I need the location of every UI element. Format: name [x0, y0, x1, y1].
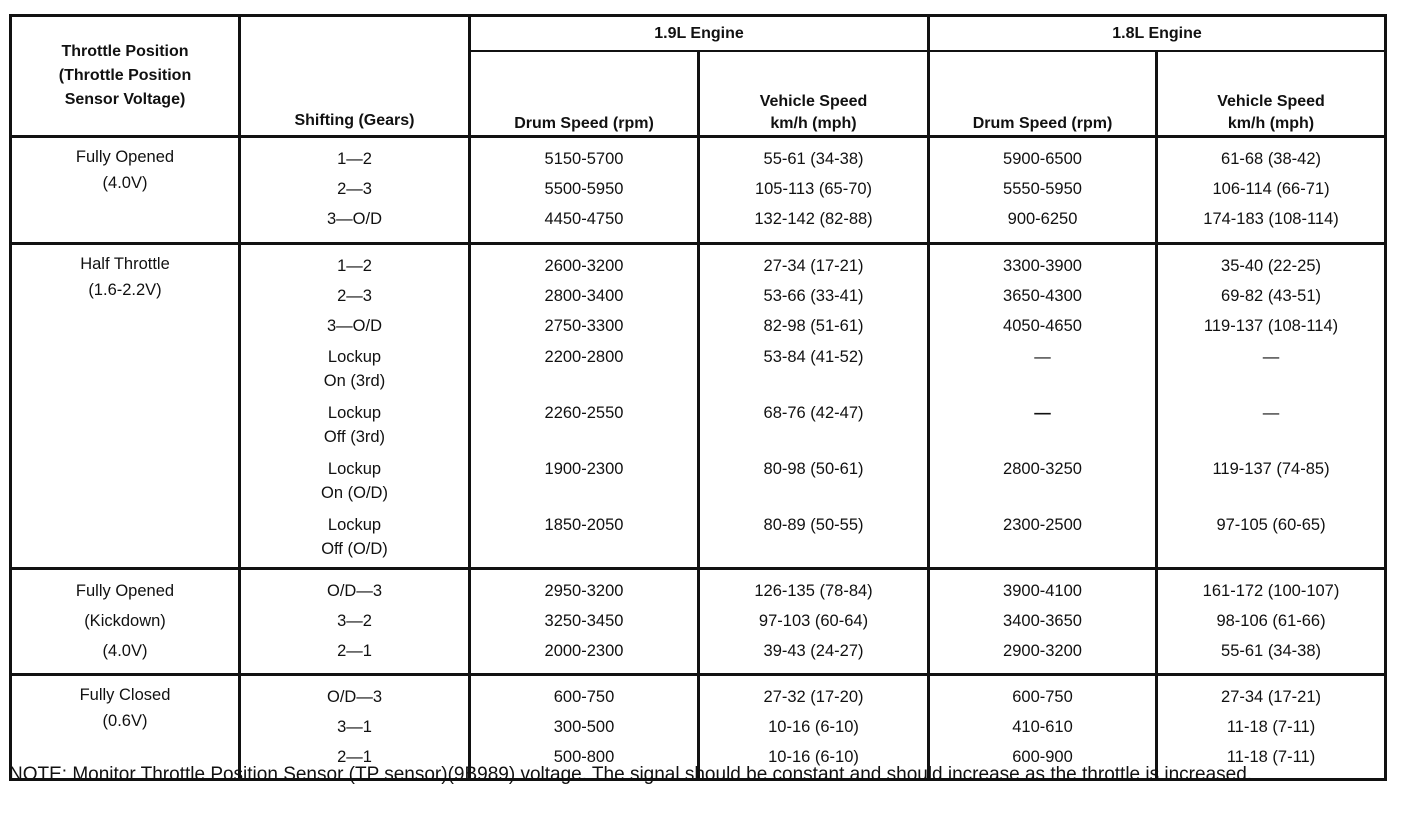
vehicle-speed-text: 68-76 (42-47) — [763, 404, 864, 422]
vehicle-speed-value: 69-82 (43-51) — [1221, 287, 1322, 305]
drum-speed-value: 3400-3650 — [1003, 612, 1082, 630]
drum-speed-text: 2260-2550 — [544, 404, 624, 422]
drum-speed-value: 500-800 — [553, 748, 615, 766]
header-throttle-line: (Throttle Position — [58, 67, 192, 84]
vehicle-speed-text: 53-84 (41-52) — [763, 348, 864, 366]
shift-value: 2—3 — [337, 287, 372, 305]
drum-speed-value: 600-750 — [1012, 688, 1073, 706]
drum-speed-value — [471, 341, 697, 397]
drum-speed-19-cell — [470, 569, 699, 675]
shift-cell — [240, 244, 470, 569]
vehicle-speed-value: 11-18 (7-11) — [1226, 718, 1316, 736]
header-throttle-line: Sensor Voltage) — [64, 91, 186, 108]
vehicle-speed-value: 98-106 (61-66) — [1216, 612, 1326, 630]
vehicle-speed-text: — — [1262, 348, 1280, 366]
shift-value: 2—1 — [337, 748, 372, 766]
drum-speed-value — [930, 397, 1155, 453]
drum-speed-value: 2900-3200 — [1003, 642, 1082, 660]
vehicle-speed-text: 80-98 (50-61) — [763, 460, 864, 478]
shift-value: 3—1 — [337, 718, 372, 736]
condition-line: Fully Opened — [75, 582, 175, 600]
header-drum-speed-19: Drum Speed (rpm) — [470, 51, 699, 137]
condition-line: (4.0V) — [102, 174, 148, 192]
shift-value: 3—2 — [337, 612, 372, 630]
drum-speed-value: 3900-4100 — [1003, 582, 1082, 600]
drum-speed-value: 2600-3200 — [544, 257, 624, 275]
drum-speed-value: 3650-4300 — [1003, 287, 1082, 305]
vehicle-speed-value — [1158, 397, 1384, 453]
shift-line: Off (3rd) — [323, 428, 386, 446]
shift-value — [241, 453, 468, 509]
vehicle-speed-value: 161-172 (100-107) — [1202, 582, 1340, 600]
header-vehicle-speed-unit: km/h (mph) — [770, 115, 857, 132]
drum-speed-value: 600-750 — [553, 688, 615, 706]
table-row — [11, 244, 1386, 569]
drum-speed-value: 2800-3400 — [544, 287, 624, 305]
header-row-engines — [11, 16, 1386, 52]
condition-line: (1.6-2.2V) — [88, 281, 162, 299]
group-fully-opened — [11, 137, 1386, 244]
drum-speed-18-cell — [929, 244, 1157, 569]
header-shifting — [240, 16, 470, 137]
vehicle-speed-value: 106-114 (66-71) — [1212, 180, 1330, 198]
vehicle-speed-value: 27-34 (17-21) — [1221, 688, 1322, 706]
shift-value: 3—O/D — [326, 210, 382, 228]
shift-line: Lockup — [327, 348, 382, 366]
vehicle-speed-value — [700, 453, 927, 509]
drum-speed-18-cell — [929, 569, 1157, 675]
drum-speed-19-cell — [470, 137, 699, 244]
drum-speed-value: 300-500 — [553, 718, 615, 736]
vehicle-speed-value — [700, 341, 927, 397]
shift-line: On (O/D) — [321, 484, 388, 502]
condition-line: (Kickdown) — [84, 612, 166, 630]
header-shifting-label: Shifting (Gears) — [294, 112, 415, 129]
drum-speed-text: — — [1034, 348, 1051, 366]
vehicle-speed-19-cell — [699, 244, 929, 569]
condition-line: Fully Closed — [79, 686, 171, 704]
drum-speed-value: 3250-3450 — [544, 612, 624, 630]
vehicle-speed-text: 119-137 (74-85) — [1212, 460, 1330, 478]
drum-speed-18-cell — [929, 137, 1157, 244]
vehicle-speed-value — [700, 509, 927, 565]
vehicle-speed-18-cell — [1157, 244, 1386, 569]
shift-value: 2—3 — [337, 180, 372, 198]
drum-speed-value: 5900-6500 — [1003, 150, 1082, 168]
drum-speed-value — [471, 397, 697, 453]
drum-speed-value: 5550-5950 — [1003, 180, 1082, 198]
vehicle-speed-value: 10-16 (6-10) — [768, 748, 859, 766]
drum-speed-value — [930, 509, 1155, 565]
vehicle-speed-value: 97-103 (60-64) — [758, 612, 869, 630]
vehicle-speed-value — [1158, 453, 1384, 509]
vehicle-speed-value: 126-135 (78-84) — [754, 582, 873, 600]
drum-speed-value — [930, 453, 1155, 509]
vehicle-speed-19-cell — [699, 137, 929, 244]
header-engine-18: 1.8L Engine — [929, 16, 1386, 52]
vehicle-speed-value — [1158, 341, 1384, 397]
shift-line: Lockup — [327, 516, 382, 534]
shift-value: 1—2 — [337, 257, 372, 275]
drum-speed-value — [930, 341, 1155, 397]
table-header — [11, 16, 1386, 137]
vehicle-speed-value: 27-32 (17-20) — [763, 688, 864, 706]
shift-line: Lockup — [327, 404, 382, 422]
shift-value: 1—2 — [337, 150, 372, 168]
shift-line: On (3rd) — [323, 372, 386, 390]
shift-value — [241, 397, 468, 453]
shift-line: Off (O/D) — [321, 540, 388, 558]
vehicle-speed-value: 119-137 (108-114) — [1203, 317, 1339, 335]
header-throttle-line: Throttle Position — [61, 43, 189, 60]
drum-speed-text: — — [1034, 404, 1051, 422]
table-row — [11, 569, 1386, 675]
vehicle-speed-value: 105-113 (65-70) — [754, 180, 873, 198]
shift-cell — [240, 137, 470, 244]
shift-value — [241, 341, 468, 397]
shift-value: O/D—3 — [326, 688, 382, 706]
header-vehicle-speed-line: Vehicle Speed — [759, 93, 868, 110]
header-vehicle-speed-18 — [1157, 51, 1386, 137]
vehicle-speed-value: 35-40 (22-25) — [1221, 257, 1322, 275]
drum-speed-value: 900-6250 — [1007, 210, 1078, 228]
drum-speed-value: 5150-5700 — [544, 150, 624, 168]
vehicle-speed-value: 39-43 (24-27) — [763, 642, 864, 660]
vehicle-speed-value: 174-183 (108-114) — [1203, 210, 1339, 228]
condition-line: Half Throttle — [80, 255, 170, 273]
header-vehicle-speed-line: Vehicle Speed — [1217, 93, 1325, 110]
vehicle-speed-18-cell — [1157, 569, 1386, 675]
vehicle-speed-value: 11-18 (7-11) — [1226, 748, 1316, 766]
drum-speed-value — [471, 509, 697, 565]
drum-speed-value: 5500-5950 — [544, 180, 624, 198]
drum-speed-text: 2300-2500 — [1003, 516, 1082, 534]
drum-speed-value: 3300-3900 — [1003, 257, 1082, 275]
drum-speed-value: 600-900 — [1012, 748, 1073, 766]
condition-line: Fully Opened — [75, 148, 175, 166]
header-vehicle-speed-19 — [699, 51, 929, 137]
shift-value: O/D—3 — [326, 582, 382, 600]
vehicle-speed-value — [700, 397, 927, 453]
footnote: NOTE: Monitor Throttle Position Sensor (TP sensor)(9B989) voltage. The signal should be constant and should increase as the throttle is increased. — [9, 764, 1253, 785]
drum-speed-value: 2000-2300 — [544, 642, 624, 660]
vehicle-speed-19-cell — [699, 569, 929, 675]
group-kickdown — [11, 569, 1386, 675]
header-throttle-position — [11, 16, 240, 137]
drum-speed-value: 2750-3300 — [544, 317, 624, 335]
group-half-throttle — [11, 244, 1386, 569]
vehicle-speed-text: 80-89 (50-55) — [763, 516, 864, 534]
vehicle-speed-value: 82-98 (51-61) — [763, 317, 864, 335]
drum-speed-value — [471, 453, 697, 509]
condition-cell — [11, 137, 240, 244]
drum-speed-text: 2200-2800 — [544, 348, 624, 366]
header-engine-19: 1.9L Engine — [470, 16, 929, 52]
shift-value: 2—1 — [337, 642, 372, 660]
shift-value: 3—O/D — [326, 317, 382, 335]
shift-line: Lockup — [327, 460, 382, 478]
drum-speed-value: 4450-4750 — [544, 210, 624, 228]
vehicle-speed-value: 53-66 (33-41) — [763, 287, 864, 305]
vehicle-speed-value: 61-68 (38-42) — [1221, 150, 1322, 168]
shift-speed-table — [9, 14, 1387, 781]
vehicle-speed-value — [1158, 509, 1384, 565]
vehicle-speed-value: 132-142 (82-88) — [754, 210, 873, 228]
drum-speed-text: 1850-2050 — [544, 516, 624, 534]
header-vehicle-speed-unit: km/h (mph) — [1227, 115, 1315, 132]
vehicle-speed-18-cell — [1157, 137, 1386, 244]
vehicle-speed-value: 55-61 (34-38) — [763, 150, 864, 168]
vehicle-speed-value: 27-34 (17-21) — [763, 257, 864, 275]
drum-speed-text: 2800-3250 — [1003, 460, 1082, 478]
vehicle-speed-value: 10-16 (6-10) — [768, 718, 859, 736]
shift-cell — [240, 569, 470, 675]
drum-speed-value: 4050-4650 — [1003, 317, 1082, 335]
vehicle-speed-text: 97-105 (60-65) — [1216, 516, 1326, 534]
condition-cell — [11, 569, 240, 675]
shift-value — [241, 509, 468, 565]
vehicle-speed-value: 55-61 (34-38) — [1221, 642, 1322, 660]
table-row — [11, 137, 1386, 244]
drum-speed-value: 2950-3200 — [544, 582, 624, 600]
condition-line: (4.0V) — [102, 642, 148, 660]
drum-speed-value: 410-610 — [1012, 718, 1073, 736]
header-drum-speed-18: Drum Speed (rpm) — [929, 51, 1157, 137]
drum-speed-19-cell — [470, 244, 699, 569]
vehicle-speed-text: — — [1262, 404, 1280, 422]
drum-speed-text: 1900-2300 — [544, 460, 624, 478]
condition-cell — [11, 244, 240, 569]
condition-line: (0.6V) — [102, 712, 148, 730]
